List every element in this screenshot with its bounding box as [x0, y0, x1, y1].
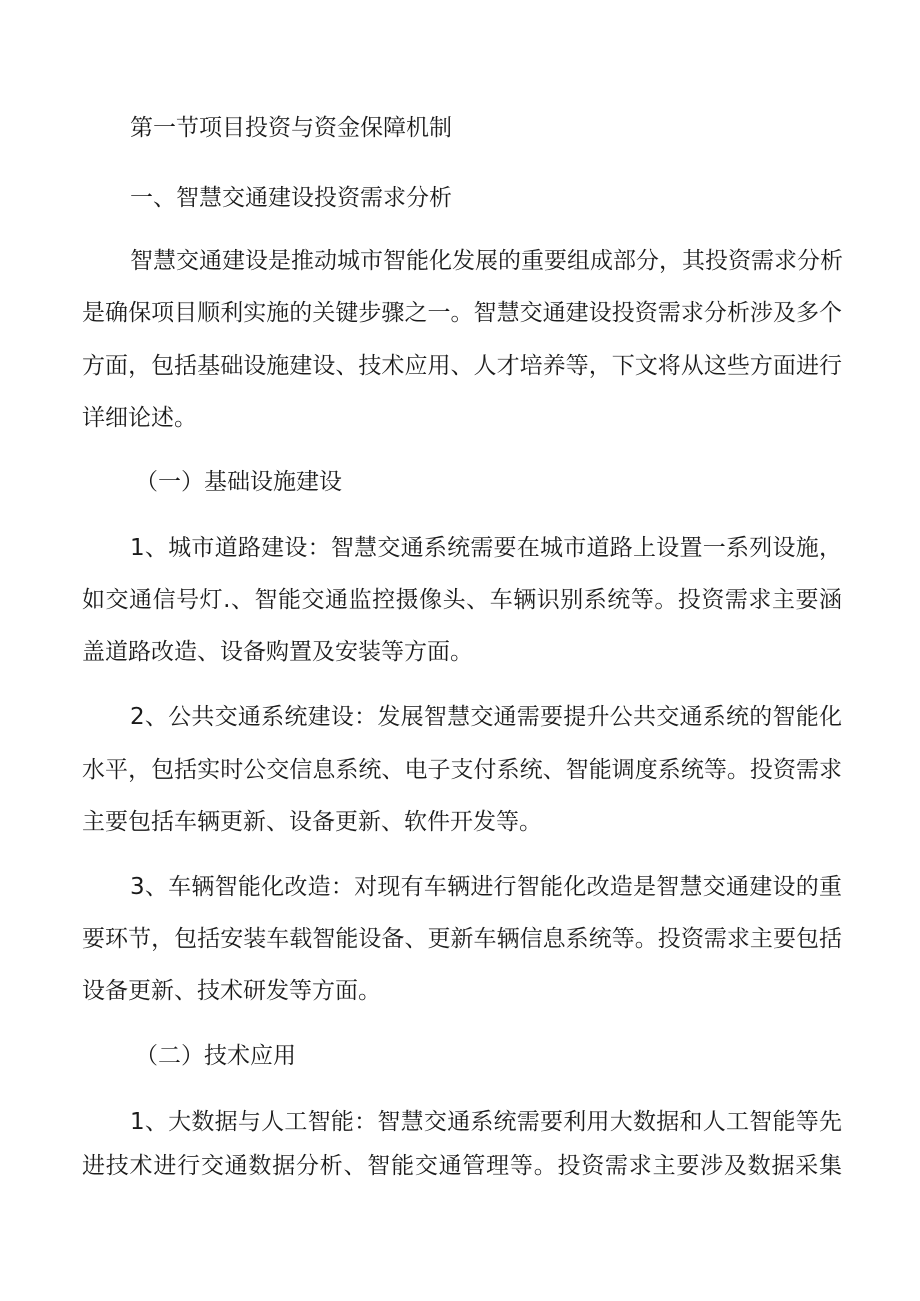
heading-investment-analysis: 一、智慧交通建设投资需求分析: [130, 185, 452, 211]
item-3-line-3: 设备更新、技术研发等方面。: [82, 978, 381, 1004]
item-3-line-2: 要环节，包括安装车载智能设备、更新车辆信息系统等。投资需求主要包括: [82, 926, 842, 952]
item-2-line-2: 水平，包括实时公交信息系统、电子支付系统、智能调度系统等。投资需求: [82, 757, 842, 783]
intro-line-4: 详细论述。: [82, 405, 197, 431]
intro-line-2: 是确保项目顺利实施的关键步骤之一。智慧交通建设投资需求分析涉及多个: [82, 300, 842, 326]
sub-heading-infrastructure: （一）基础设施建设: [135, 469, 342, 495]
sub-heading-technology: （二）技术应用: [135, 1043, 296, 1069]
intro-line-3: 方面，包括基础设施建设、技术应用、人才培养等，下文将从这些方面进行: [82, 353, 842, 379]
item-2-line-3: 主要包括车辆更新、设备更新、软件开发等。: [82, 809, 542, 835]
item-4-line-1: 1、大数据与人工智能：智慧交通系统需要利用大数据和人工智能等先: [130, 1109, 842, 1135]
item-1-line-3: 盖道路改造、设备购置及安装等方面。: [82, 639, 473, 665]
item-1-line-2: 如交通信号灯.、智能交通监控摄像头、车辆识别系统等。投资需求主要涵: [82, 587, 842, 613]
section-title: 第一节项目投资与资金保障机制: [130, 115, 452, 141]
item-2-line-1: 2、公共交通系统建设：发展智慧交通需要提升公共交通系统的智能化: [130, 704, 842, 730]
intro-line-1: 智慧交通建设是推动城市智能化发展的重要组成部分，其投资需求分析: [130, 248, 843, 274]
item-4-line-2: 进技术进行交通数据分析、智能交通管理等。投资需求主要涉及数据采集: [82, 1153, 842, 1179]
item-3-line-1: 3、车辆智能化改造：对现有车辆进行智能化改造是智慧交通建设的重: [130, 874, 842, 900]
item-1-line-1: 1、城市道路建设：智慧交通系统需要在城市道路上设置一系列设施，: [130, 535, 842, 561]
